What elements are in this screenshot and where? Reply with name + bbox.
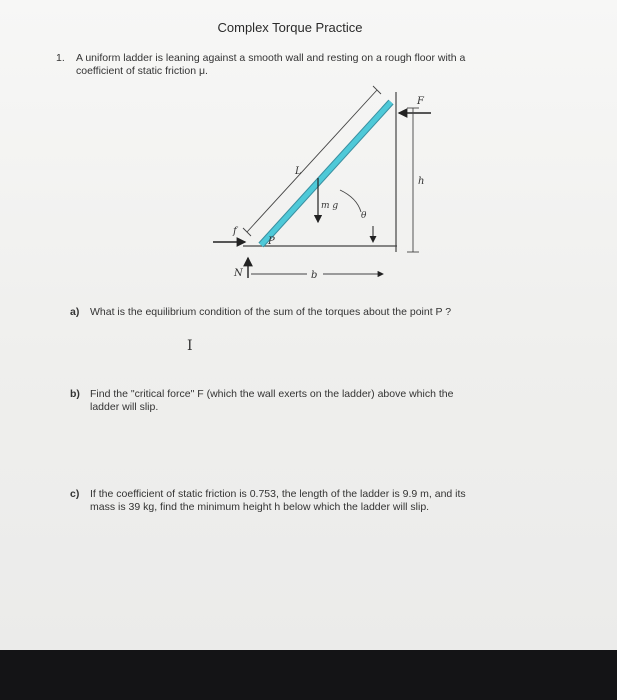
- label-L: L: [295, 166, 302, 177]
- part-c-line-1: If the coefficient of static friction is 0.753, the length of the ladder is 9.9 m, and its: [90, 488, 466, 500]
- label-P: P: [268, 236, 275, 247]
- part-b-text: [90, 388, 453, 414]
- label-theta: θ: [361, 211, 367, 221]
- bottom-bezel: [0, 650, 617, 700]
- question-1-line-1: A uniform ladder is leaning against a smooth wall and resting on a rough floor with a: [76, 52, 466, 64]
- part-b-label: b): [70, 388, 80, 400]
- text-cursor-icon: I: [187, 338, 193, 354]
- label-F: F: [417, 96, 424, 107]
- label-f: f: [233, 226, 237, 237]
- part-a-label: a): [70, 306, 80, 318]
- question-number: 1.: [56, 52, 65, 64]
- label-mg: m g: [321, 201, 339, 211]
- part-c-text: [90, 488, 466, 514]
- page-title: Complex Torque Practice: [217, 20, 363, 35]
- question-1-text: [76, 52, 546, 78]
- label-N: N: [234, 268, 243, 279]
- part-a-text: What is the equilibrium condition of the sum of the torques about the point P ?: [90, 306, 452, 318]
- theta-arc: [340, 190, 361, 212]
- ladder-diagram: [195, 80, 455, 290]
- label-h: h: [418, 176, 425, 187]
- question-1-line-2: coefficient of static friction μ.: [76, 65, 208, 77]
- part-c-line-2: mass is 39 kg, find the minimum height h below which the ladder will slip.: [90, 501, 430, 513]
- length-dimension-line: [247, 90, 377, 232]
- part-b-line-1: Find the "critical force" F (which the wall exerts on the ladder) above which the: [90, 388, 454, 400]
- label-b: b: [311, 270, 318, 281]
- ladder: [261, 102, 391, 245]
- part-c-label: c): [70, 488, 80, 500]
- part-b-line-2: ladder will slip.: [90, 401, 159, 413]
